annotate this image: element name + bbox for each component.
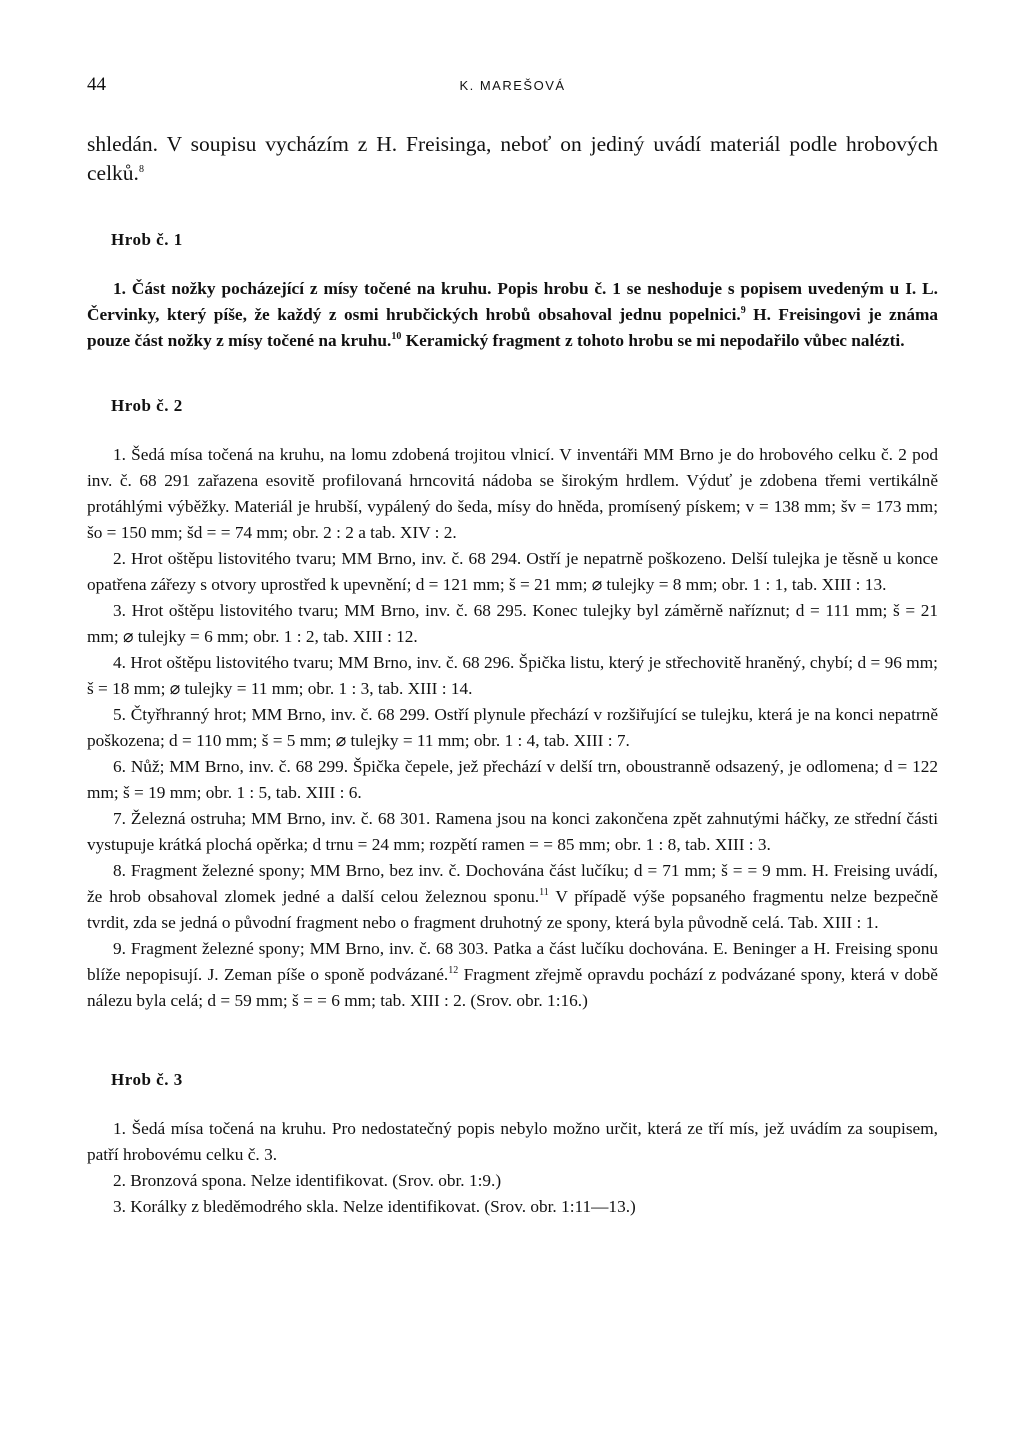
grave-item <box>87 936 938 1014</box>
grave-heading: Hrob č. 3 <box>111 1070 183 1089</box>
item-text: Keramický fragment z tohoto hrobu se mi nepodařilo vůbec nalézti. <box>401 331 905 350</box>
grave-item: 4. Hrot oštěpu listovitého tvaru; MM Brno, inv. č. 68 296. Špička listu, který je střechovitě hraněný, chybí; d = 96 mm; š = 18 mm; ⌀ tulejky = 11 mm; obr. 1 : 3, tab. XIII : 14. <box>87 653 938 698</box>
intro-paragraph <box>87 130 938 188</box>
item-text: 1. Část nožky pocházející z mísy točené na kruhu. Popis hrobu č. 1 se neshoduje s popisem uvedeným u I. L. Červinky, který píše, že každý z osmi hrubčických hrobů obsahoval jednu popelnici. <box>87 279 938 324</box>
grave-item: 6. Nůž; MM Brno, inv. č. 68 299. Špička čepele, jež přechází v delší trn, oboustranně odsazený, je odlomena; d = 122 mm; š = 19 mm; obr. 1 : 5, tab. XIII : 6. <box>87 757 938 802</box>
grave-item <box>87 858 938 936</box>
footnote-ref: 8 <box>138 163 144 175</box>
grave-heading: Hrob č. 1 <box>111 230 183 249</box>
page-number: 44 <box>87 74 106 95</box>
intro-text: shledán. V soupisu vycházím z H. Freisinga, neboť on jediný uvádí materiál podle hrobových celků. <box>87 132 938 185</box>
item-text: Fragment zřejmě opravdu pochází z podvázané spony, která v době nálezu byla celá; d = 59 mm; š = = 6 mm; tab. XIII : 2. (Srov. obr. 1:16.) <box>87 965 938 1010</box>
grave-section-1 <box>87 230 938 354</box>
grave-item: 1. Šedá mísa točená na kruhu, na lomu zdobená trojitou vlnicí. V inventáři MM Brno je do hrobového celku č. 2 pod inv. č. 68 291 zařazena esovitě profilovaná hrncovitá nádoba se širokým hrdlem. Výduť je zdobena třemi vertikálně protáhlými výběžky. Materiál je hrubší, vypálený do šeda, mísy do hněda, promísený pískem; v = 138 mm; šv = 173 mm; šo = 150 mm; šd = = 74 mm; obr. 2 : 2 a tab. XIV : 2. <box>87 445 938 542</box>
footnote-ref: 9 <box>740 305 746 317</box>
grave-item: 2. Bronzová spona. Nelze identifikovat. (Srov. obr. 1:9.) <box>113 1171 502 1190</box>
grave-section-3 <box>87 1070 938 1220</box>
page-body <box>87 130 938 1220</box>
page-header <box>87 74 938 100</box>
grave-item: 3. Korálky z bleděmodrého skla. Nelze identifikovat. (Srov. obr. 1:11—13.) <box>113 1197 636 1216</box>
running-head: K. MAREŠOVÁ <box>459 78 566 93</box>
item-text: V případě výše popsaného fragmentu nelze bezpečně tvrdit, zda se jedná o původní fragment nebo o fragment druhotný ze spony, která byla původně celá. Tab. XIII : 1. <box>87 887 938 932</box>
grave-item: 7. Železná ostruha; MM Brno, inv. č. 68 301. Ramena jsou na konci zakončena zpět zahnutými háčky, ze střední části vystupuje krátká plochá opěrka; d trnu = 24 mm; rozpětí ramen = = 85 mm; obr. 1 : 8, tab. XIII : 3. <box>87 809 938 854</box>
footnote-ref: 11 <box>539 887 549 899</box>
grave-heading: Hrob č. 2 <box>111 396 183 415</box>
item-text: 8. Fragment železné spony; MM Brno, bez inv. č. Dochována část lučíku; d = 71 mm; š = = 9 mm. H. Freising uvádí, že hrob obsahoval zlomek jedné a další celou železnou sponu. <box>87 861 938 906</box>
grave-item: 3. Hrot oštěpu listovitého tvaru; MM Brno, inv. č. 68 295. Konec tulejky byl záměrně naříznut; d = 111 mm; š = 21 mm; ⌀ tulejky = 6 mm; obr. 1 : 2, tab. XIII : 12. <box>87 601 938 646</box>
footnote-ref: 12 <box>448 965 459 977</box>
grave-section-2 <box>87 396 938 1014</box>
grave-item: 1. Šedá mísa točená na kruhu. Pro nedostatečný popis nebylo možno určit, která ze tří mís, jež uvádím za soupisem, patří hrobovému celku č. 3. <box>87 1119 938 1164</box>
grave-item: 5. Čtyřhranný hrot; MM Brno, inv. č. 68 299. Ostří plynule přechází v rozšiřující se tulejku, která je na konci nepatrně poškozena; d = 110 mm; š = 5 mm; ⌀ tulejky = 11 mm; obr. 1 : 4, tab. XIII : 7. <box>87 705 938 750</box>
grave-item: 2. Hrot oštěpu listovitého tvaru; MM Brno, inv. č. 68 294. Ostří je nepatrně poškozeno. Delší tulejka je těsně u konce opatřena zářezy s otvory uprostřed k upevnění; d = 121 mm; š = 21 mm; ⌀ tulejky = 8 mm; obr. 1 : 1, tab. XIII : 13. <box>87 549 938 594</box>
footnote-ref: 10 <box>391 331 402 343</box>
section-spacer <box>87 1014 938 1028</box>
item-text: H. Freisingovi je známa pouze část nožky z mísy točené na kruhu. <box>87 305 938 350</box>
item-text: 9. Fragment železné spony; MM Brno, inv. č. 68 303. Patka a část lučíku dochována. E. Beninger a H. Freising sponu blíže nepopisují. J. Zeman píše o sponě podvázané. <box>87 939 938 984</box>
grave-item <box>87 276 938 354</box>
